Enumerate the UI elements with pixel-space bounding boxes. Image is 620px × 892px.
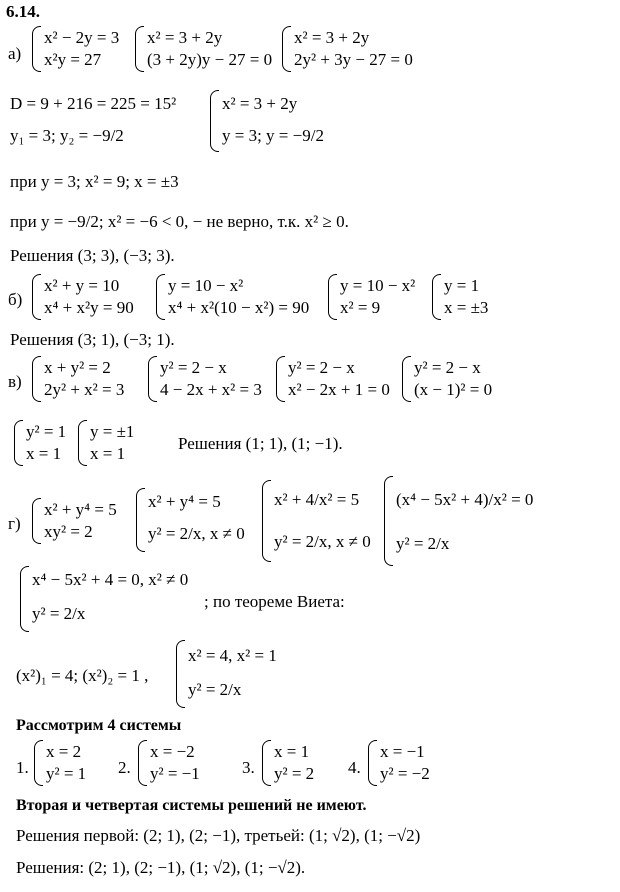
g-case-1-num: 1. <box>16 758 29 777</box>
b-sys1-eq2: x⁴ + x²y = 90 <box>44 298 134 317</box>
brace-icon <box>14 420 23 466</box>
v-answer: Решения (1; 1), (1; −1). <box>178 434 343 453</box>
v-sys1-eq1: x + y² = 2 <box>44 358 111 377</box>
b-sys1-eq1: x² + y = 10 <box>44 276 120 295</box>
g-sys2-eq1: x² + y⁴ = 5 <box>148 492 221 511</box>
g-case-3-eq2: y² = 2 <box>274 764 315 783</box>
v-system-4 <box>402 356 512 404</box>
g-case-4-num: 4. <box>348 758 361 777</box>
v-sys4-eq1: y² = 2 − x <box>414 358 481 377</box>
a-sys1-eq1: x² − 2y = 3 <box>44 28 120 47</box>
g-case-1-eq2: y² = 1 <box>46 764 87 783</box>
g-case-3-system <box>262 740 342 788</box>
g-system-4 <box>384 476 604 568</box>
g-sys1-eq2: xy² = 2 <box>44 522 93 541</box>
brace-icon <box>148 356 157 402</box>
b-system-1 <box>32 274 162 322</box>
part-g-label: г) <box>8 514 21 533</box>
b-system-4 <box>432 274 512 322</box>
b-sys3-eq1: y = 10 − x² <box>340 276 416 295</box>
brace-icon <box>368 740 377 786</box>
brace-icon <box>78 420 87 466</box>
g-sys4-eq2: y² = 2/x <box>396 534 450 553</box>
g-case-2-system <box>138 740 228 788</box>
g-sys6-eq1: x² = 4, x² = 1 <box>188 646 277 665</box>
g-sys5-eq2: y² = 2/x <box>32 604 86 623</box>
v-sys2-eq2: 4 − 2x + x² = 3 <box>160 380 262 399</box>
v-sys5-eq2: x = 1 <box>26 444 62 463</box>
a-system-3 <box>282 26 432 74</box>
part-v-label: в) <box>8 372 22 391</box>
a-roots: y₁ = 3; y₂ = −9/2 <box>10 126 124 145</box>
a-sys1-eq2: x²y = 27 <box>44 50 102 69</box>
a-sys4-eq1: x² = 3 + 2y <box>222 94 298 113</box>
g-sys3-eq2: y² = 2/x, x ≠ 0 <box>274 532 371 551</box>
b-system-2 <box>156 274 326 322</box>
g-sys6-eq2: y² = 2/x <box>188 680 242 699</box>
g-case-2-eq2: y² = −1 <box>150 764 200 783</box>
v-sys3-eq2: x² − 2x + 1 = 0 <box>288 380 390 399</box>
v-sys2-eq1: y² = 2 − x <box>160 358 227 377</box>
a-sys3-eq2: 2y² + 3y − 27 = 0 <box>294 50 413 69</box>
v-sys4-eq2: (x − 1)² = 0 <box>414 380 493 399</box>
brace-icon <box>136 488 145 552</box>
v-sys5-eq1: y² = 1 <box>26 422 67 441</box>
brace-icon <box>210 90 219 152</box>
a-sys2-eq2: (3 + 2y)y − 27 = 0 <box>147 50 273 69</box>
g-system-2 <box>136 488 266 554</box>
b-system-3 <box>328 274 428 322</box>
v-system-2 <box>148 356 278 404</box>
a-sys4-eq2: y = 3; y = −9/2 <box>222 126 324 145</box>
a-system-4 <box>210 90 360 154</box>
a-discriminant: D = 9 + 216 = 225 = 15² <box>10 94 177 113</box>
b-sys3-eq2: x² = 9 <box>340 298 381 317</box>
g-case-2-eq1: x = −2 <box>150 742 195 761</box>
part-b-label: б) <box>8 290 23 309</box>
b-sys2-eq2: x⁴ + x²(10 − x²) = 90 <box>168 298 310 317</box>
g-system-5 <box>20 566 220 634</box>
brace-icon <box>156 274 165 320</box>
brace-icon <box>282 26 291 72</box>
brace-icon <box>32 26 41 72</box>
g-sys2-eq2: y² = 2/x, x ≠ 0 <box>148 524 245 543</box>
brace-icon <box>32 356 41 402</box>
v-sys3-eq1: y² = 2 − x <box>288 358 355 377</box>
g-system-1 <box>32 498 142 546</box>
g-case-4-system <box>368 740 458 788</box>
v-system-1 <box>32 356 152 404</box>
g-sys3-eq1: x² + 4/x² = 5 <box>274 490 360 509</box>
brace-icon <box>262 480 271 562</box>
g-case-4-eq2: y² = −2 <box>380 764 430 783</box>
brace-icon <box>384 476 393 566</box>
brace-icon <box>432 274 441 320</box>
v-system-3 <box>276 356 406 404</box>
g-solutions-first: Решения первой: (2; 1), (2; −1), третьей: (1; √2), (1; −√2) <box>16 826 421 845</box>
a-sys3-eq1: x² = 3 + 2y <box>294 28 370 47</box>
g-roots: (x²)₁ = 4; (x²)₂ = 1 , <box>16 666 149 685</box>
g-case-3-num: 3. <box>242 758 255 777</box>
g-case-1-eq1: x = 2 <box>46 742 82 761</box>
g-case-3-eq1: x = 1 <box>274 742 310 761</box>
g-sys5-eq1: x⁴ − 5x² + 4 = 0, x² ≠ 0 <box>32 570 189 589</box>
brace-icon <box>328 274 337 320</box>
a-system-2 <box>135 26 275 74</box>
part-a-label: а) <box>8 44 22 63</box>
g-no-solution-note: Вторая и четвертая системы решений не имеют. <box>16 797 367 814</box>
brace-icon <box>176 640 185 708</box>
brace-icon <box>262 740 271 786</box>
a-sys2-eq1: x² = 3 + 2y <box>147 28 223 47</box>
g-answer: Решения: (2; 1), (2; −1), (1; √2), (1; −√2). <box>16 858 306 877</box>
brace-icon <box>138 740 147 786</box>
b-answer: Решения (3; 1), (−3; 1). <box>10 330 175 349</box>
g-case-4-eq1: x = −1 <box>380 742 425 761</box>
g-sys1-eq1: x² + y⁴ = 5 <box>44 500 117 519</box>
brace-icon <box>402 356 411 402</box>
a-answer: Решения (3; 3), (−3; 3). <box>10 246 175 265</box>
b-sys4-eq2: x = ±3 <box>444 298 489 317</box>
g-vieta-note: ; по теореме Виета: <box>204 592 345 611</box>
g-consider: Рассмотрим 4 системы <box>16 717 182 734</box>
a-case-2: при y = −9/2; x² = −6 < 0, − не верно, т.к. x² ≥ 0. <box>10 212 349 231</box>
g-system-6 <box>176 640 316 710</box>
b-sys2-eq1: y = 10 − x² <box>168 276 244 295</box>
brace-icon <box>32 274 41 320</box>
v-system-6 <box>78 420 148 468</box>
brace-icon <box>20 566 29 632</box>
v-sys6-eq2: x = 1 <box>90 444 126 463</box>
a-case-1: при y = 3; x² = 9; x = ±3 <box>10 172 179 191</box>
v-sys6-eq1: y = ±1 <box>90 422 135 441</box>
brace-icon <box>34 740 43 786</box>
v-sys1-eq2: 2y² + x² = 3 <box>44 380 125 399</box>
brace-icon <box>32 498 41 544</box>
a-system-1 <box>32 26 142 74</box>
brace-icon <box>135 26 144 72</box>
g-sys4-eq1: (x⁴ − 5x² + 4)/x² = 0 <box>396 490 534 509</box>
g-case-1-system <box>34 740 114 788</box>
g-case-2-num: 2. <box>118 758 131 777</box>
g-system-3 <box>262 480 382 564</box>
problem-number: 6.14. <box>6 2 40 21</box>
brace-icon <box>276 356 285 402</box>
v-system-5 <box>14 420 84 468</box>
b-sys4-eq1: y = 1 <box>444 276 480 295</box>
